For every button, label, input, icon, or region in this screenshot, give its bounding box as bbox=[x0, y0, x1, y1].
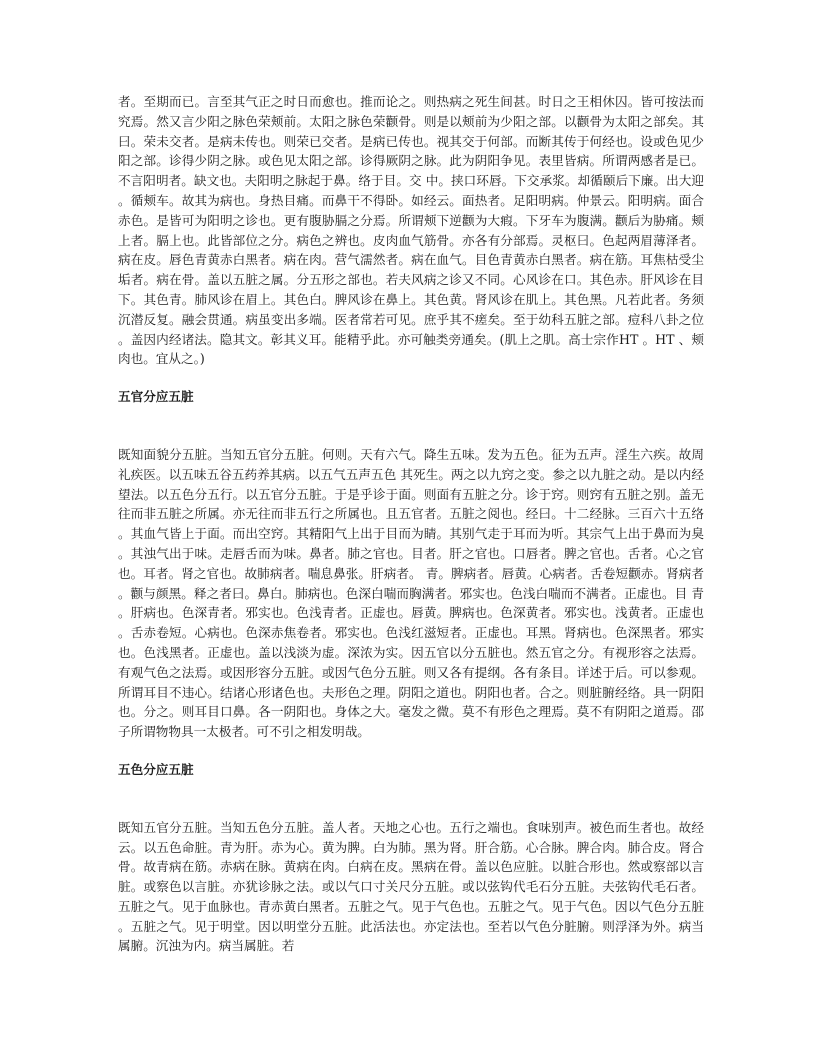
paragraph-gap bbox=[118, 780, 704, 818]
paragraph-gap bbox=[118, 369, 704, 387]
body-paragraph: 者。至期而已。言至其气正之时日而愈也。推而论之。则热病之死生间甚。时日之王相休囚。皆可按法而究焉。然又言少阳之脉色荣颊前。太阳之脉色荣颧骨。则是以颊前为少阳之部。以颧骨为太阳之部矣。其曰。荣未交者。是病未传也。则荣已交者。是病已传也。视其交于何部。而断其传于何经也。设或色见少阳之部。诊得少阴之脉。或色见太阳之部。诊得厥阴之脉。此为阴阳争见。表里皆病。所谓两感者是已。不言阳明者。缺文也。夫阳明之脉起于鼻。络于目。交 中。挟口环唇。下交承浆。却循颐后下廉。出大迎。循颊车。故其为病也。身热目痛。而鼻干不得卧。如经云。面热者。足阳明病。仲景云。阳明病。面合赤色。是皆可为阳明之诊也。更有腹胁膈之分焉。所谓颊下逆颧为大瘕。下牙车为腹满。颧后为胁痛。颊上者。膈上也。此皆部位之分。病色之辨也。皮肉血气筋骨。亦各有分部焉。灵枢曰。色起两眉薄泽者。病在皮。唇色青黄赤白黑者。病在肉。营气濡然者。病在血气。目色青黄赤白黑者。病在筋。耳焦枯受尘垢者。病在骨。盖以五脏之属。分五形之部也。若夫风病之诊又不同。心风诊在口。其色赤。肝风诊在目下。其色青。肺风诊在眉上。其色白。脾风诊在鼻上。其色黄。肾风诊在肌上。其色黑。凡若此者。务须沉潜反复。融会贯通。病虽变出多端。医者常若可见。庶乎其不瘥矣。至于幼科五脏之部。痘科八卦之位。盖因内经诸法。隐其文。彰其义耳。能精乎此。亦可触类旁通矣。(肌上之肌。高士宗作HT 。HT 、颊肉也。宜从之。) bbox=[118, 94, 704, 367]
body-paragraph: 既知五官分五脏。当知五色分五脏。盖人者。天地之心也。五行之端也。食味别声。被色而生者也。故经云。以五色命脏。青为肝。赤为心。黄为脾。白为肺。黑为肾。肝合筋。心合脉。脾合肉。肺合皮。肾合骨。故青病在筋。赤病在脉。黄病在肉。白病在皮。黑病在骨。盖以色应脏。以脏合形也。然或察部以言脏。或察色以言脏。亦犹诊脉之法。或以气口寸关尺分五脏。或以弦钩代毛石分五脏。夫弦钩代毛石者。五脏之气。见于血脉也。青赤黄白黑者。五脏之气。见于气色也。五脏之气。见于气色。因以气色分五脏。五脏之气。见于明堂。因以明堂分五脏。此活法也。亦定法也。至若以气色分脏腑。则浮泽为外。病当属腑。沉浊为内。病当属脏。若 bbox=[118, 819, 704, 954]
paragraph-gap bbox=[118, 407, 704, 445]
section-heading: 五官分应五脏 bbox=[118, 389, 194, 405]
section-heading: 五色分应五脏 bbox=[118, 761, 194, 777]
document-page bbox=[118, 92, 704, 956]
body-paragraph: 既知面貌分五脏。当知五官分五脏。何则。天有六气。降生五味。发为五色。征为五声。淫生六疾。故周礼疾医。以五味五谷五药养其病。以五气五声五色 其死生。两之以九窍之变。参之以九脏之动。是以内经望法。以五色分五行。以五官分五脏。于是乎诊于面。则面有五脏之分。诊于窍。则窍有五脏之别。盖无往而非五脏之所属。亦无往而非五行之所属也。且五官者。五脏之阅也。经曰。十二经脉。三百六十五络。其血气皆上于面。而出空窍。其精阳气上出于目而为睛。其别气走于耳而为听。其宗气上出于鼻而为臭。其浊气出于味。走唇舌而为味。鼻者。肺之官也。目者。肝之官也。口唇者。脾之官也。舌者。心之官也。耳者。肾之官也。故肺病者。喘息鼻张。肝病者。 青。脾病者。唇黄。心病者。舌卷短颧赤。肾病者。颧与颜黑。释之者曰。鼻白。肺病也。色深白喘而胸满者。邪实也。色浅白喘而不满者。正虚也。目 青。肝病也。色深青者。邪实也。色浅青者。正虚也。唇黄。脾病也。色深黄者。邪实也。浅黄者。正虚也。舌赤卷短。心病也。色深赤焦卷者。邪实也。色浅红滋短者。正虚也。耳黑。肾病也。色深黑者。邪实也。色浅黑者。正虚也。盖以浅淡为虚。深浓为实。因五官以分五脏也。然五官之分。有视形容之法焉。有观气色之法焉。或因形容分五脏。或因气色分五脏。则又各有提纲。各有条目。详述于后。可以参观。所谓耳目不违心。结诸心形诸色也。夫形色之理。阴阳之道也。阴阳也者。合之。则脏腑经络。具一阴阳也。分之。则耳目口鼻。各一阴阳也。身体之大。毫发之微。莫不有形色之理焉。莫不有阴阳之道焉。邵子所谓物物具一太极者。可不引之相发明哉。 bbox=[118, 446, 704, 740]
paragraph-gap bbox=[118, 742, 704, 760]
